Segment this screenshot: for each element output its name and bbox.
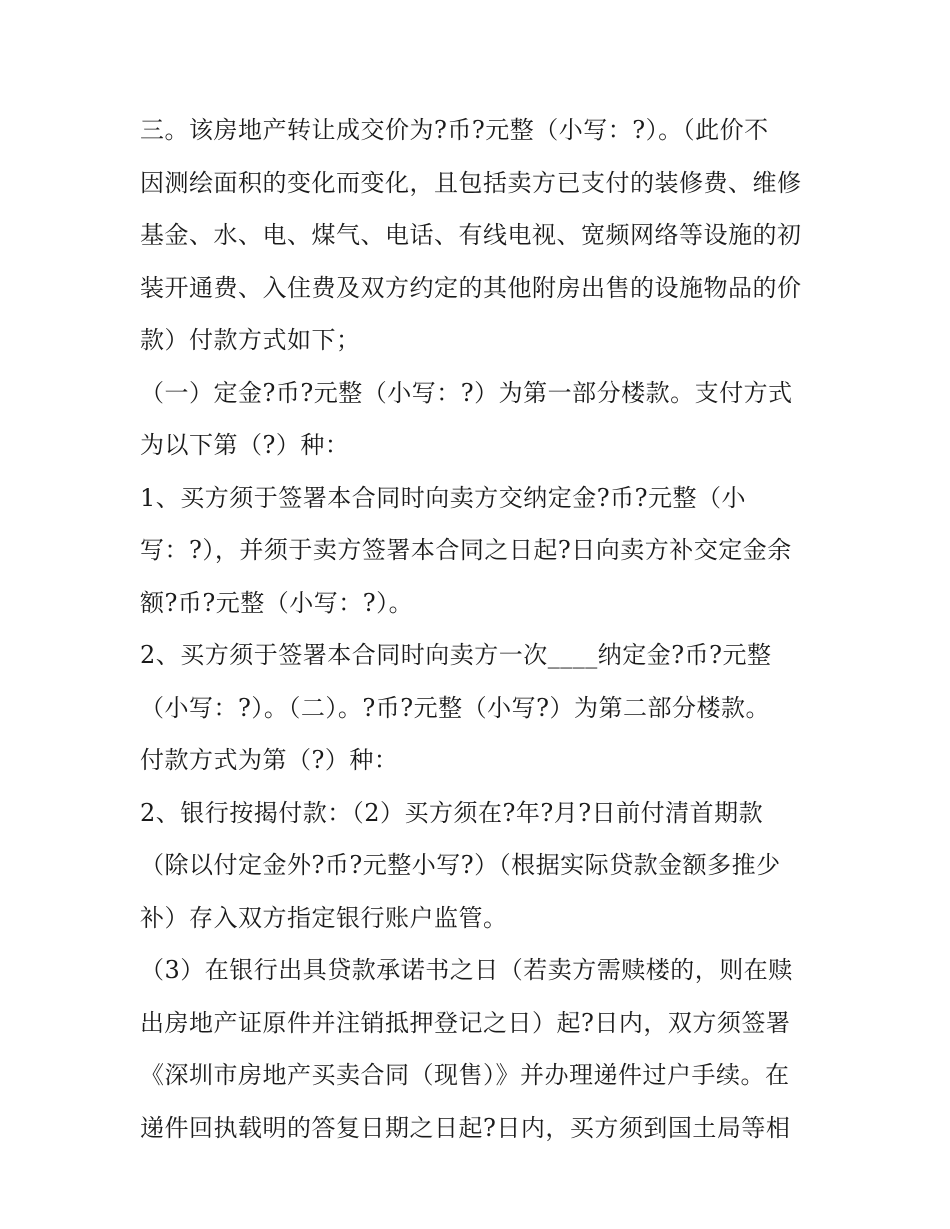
text-line: 装开通费、入住费及双方约定的其他附房出售的设施物品的价: [140, 273, 802, 302]
text-line: 款）付款方式如下；: [140, 326, 361, 354]
text-line: （除以付定金外?币?元整小写?）（根据实际贷款金额多推少: [140, 851, 781, 879]
text-line: 额?币?元整（小写：?）。: [140, 588, 414, 617]
text-line: 出房地产证原件并注销抵押登记之日）起?日内，双方须签署: [140, 1008, 791, 1037]
text-line: 因测绘面积的变化而变化，且包括卖方已支付的装修费、维修: [140, 168, 802, 197]
text-line: 2、银行按揭付款：（2）买方须在?年?月?日前付清首期款: [140, 798, 764, 827]
text-line: 补）存入双方指定银行账户监管。: [140, 903, 508, 932]
document-body: [140, 104, 830, 1154]
text-line: （一）定金?币?元整（小写：?）为第一部分楼款。支付方式: [140, 378, 793, 407]
text-line: 2、买方须于签署本合同时向卖方一次____纳定金?币?元整: [140, 641, 772, 669]
text-line: 三。该房地产转让成交价为?币?元整（小写：?）。（此价不: [140, 116, 769, 144]
text-line: 1、买方须于签署本合同时向卖方交纳定金?币?元整（小: [140, 483, 747, 512]
text-line: （3）在银行出具贷款承诺书之日（若卖方需赎楼的，则在赎: [140, 956, 793, 984]
text-line: 《深圳市房地产买卖合同（现售）》并办理递件过户手续。在: [140, 1061, 790, 1089]
text-line: 基金、水、电、煤气、电话、有线电视、宽频网络等设施的初: [140, 221, 802, 249]
text-line: 为以下第（?）种：: [140, 431, 350, 459]
text-line: （小写：?）。（二）。?币?元整（小写?）为第二部分楼款。: [140, 693, 770, 722]
text-line: 付款方式为第（?）种：: [140, 746, 399, 774]
text-line: 写：?），并须于卖方签署本合同之日起?日向卖方补交定金余: [140, 536, 792, 564]
text-line: 递件回执载明的答复日期之日起?日内，买方须到国土局等相: [140, 1113, 791, 1142]
